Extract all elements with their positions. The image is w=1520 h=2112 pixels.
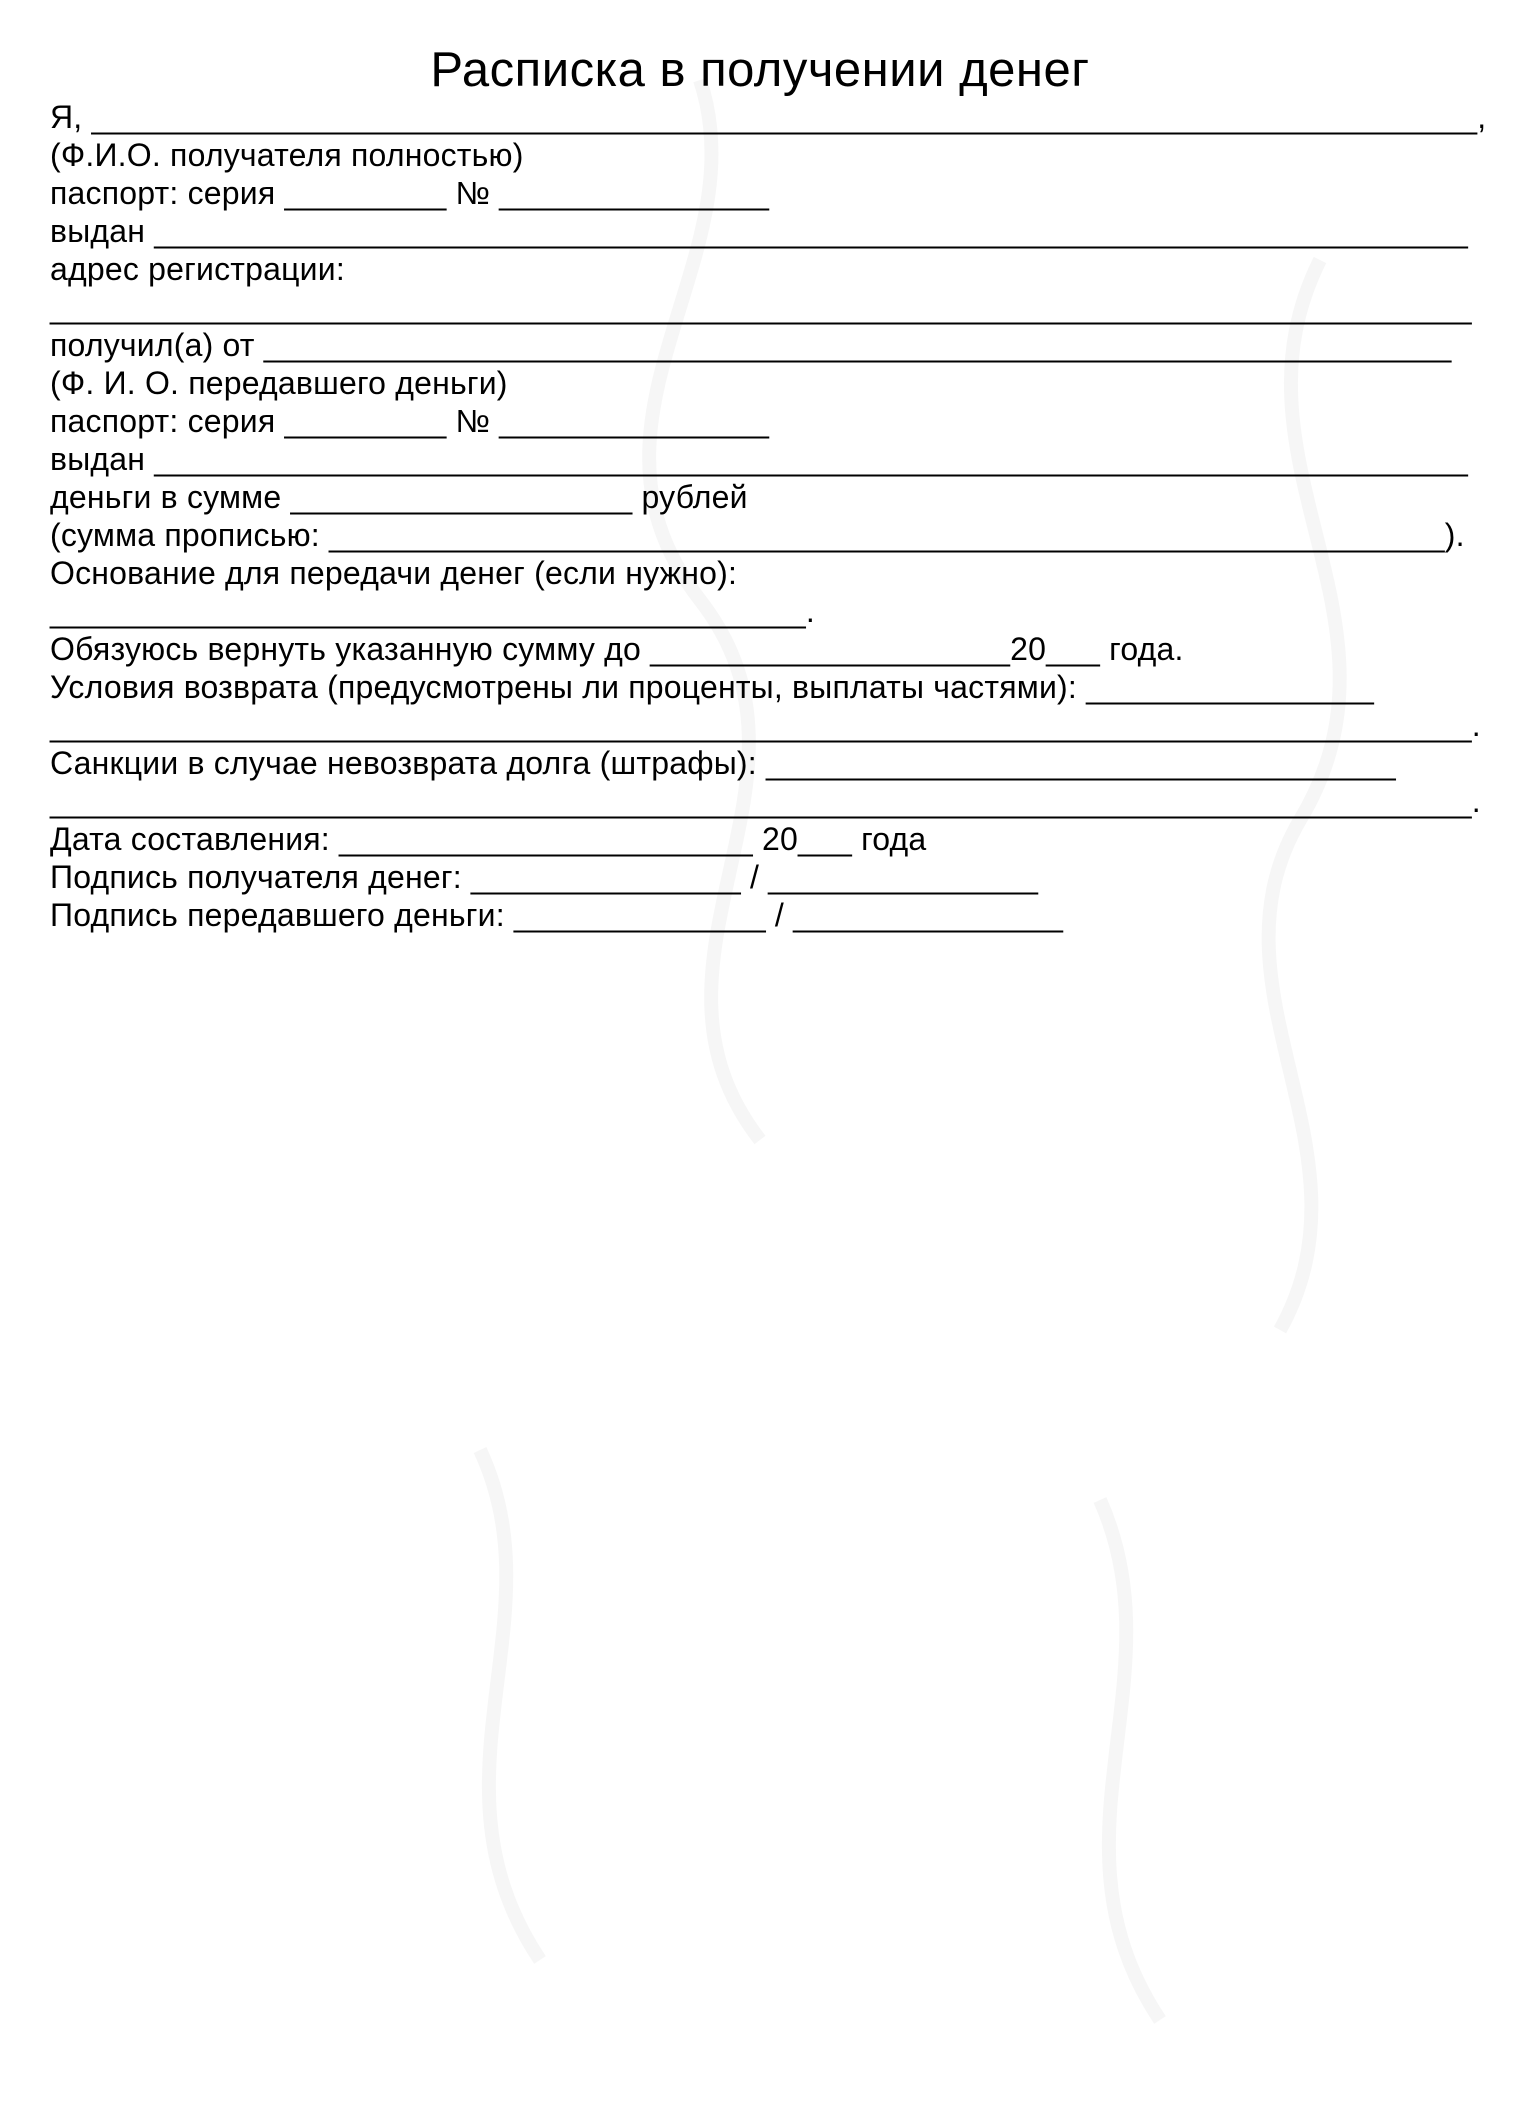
giver-passport-line: паспорт: серия _________ № _______________	[50, 403, 770, 439]
compilation-date-line: Дата составления: _______________________ 20___ года	[50, 821, 927, 857]
registration-address-blank-line: _______________________________________________________________________________	[50, 289, 1472, 325]
recipient-intro-line: Я, _____________________________________________________________________________,	[50, 99, 1487, 135]
recipient-signature-line: Подпись получателя денег: _______________ / _______________	[50, 859, 1039, 895]
giver-signature-line: Подпись передавшего деньги: ______________ / _______________	[50, 897, 1064, 933]
recipient-passport-line: паспорт: серия _________ № _______________	[50, 175, 770, 211]
sanctions-line: Санкции в случае невозврата долга (штрафы): ___________________________________	[50, 745, 1396, 781]
giver-name-caption: (Ф. И. О. передавшего деньги)	[50, 365, 508, 401]
transfer-basis-blank-line: __________________________________________.	[50, 593, 815, 629]
recipient-passport-issued-line: выдан _________________________________________________________________________	[50, 213, 1469, 249]
repayment-obligation-line: Обязуюсь вернуть указанную сумму до ____________________20___ года.	[50, 631, 1184, 667]
repayment-terms-line: Условия возврата (предусмотрены ли проценты, выплаты частями): ________________	[50, 669, 1375, 705]
recipient-name-caption: (Ф.И.О. получателя полностью)	[50, 137, 524, 173]
amount-line: деньги в сумме ___________________ рублей	[50, 479, 748, 515]
transfer-basis-label: Основание для передачи денег (если нужно):	[50, 555, 738, 591]
giver-passport-issued-line: выдан _________________________________________________________________________	[50, 441, 1469, 477]
receipt-form	[0, 0, 1520, 934]
sanctions-blank-line: _______________________________________________________________________________.	[50, 783, 1481, 819]
page-title: Расписка в получении денег	[430, 43, 1090, 97]
repayment-terms-blank-line: _______________________________________________________________________________.	[50, 707, 1481, 743]
registration-address-label: адрес регистрации:	[50, 251, 345, 287]
amount-in-words-line: (сумма прописью: ______________________________________________________________).	[50, 517, 1465, 553]
received-from-line: получил(а) от __________________________________________________________________	[50, 327, 1452, 363]
